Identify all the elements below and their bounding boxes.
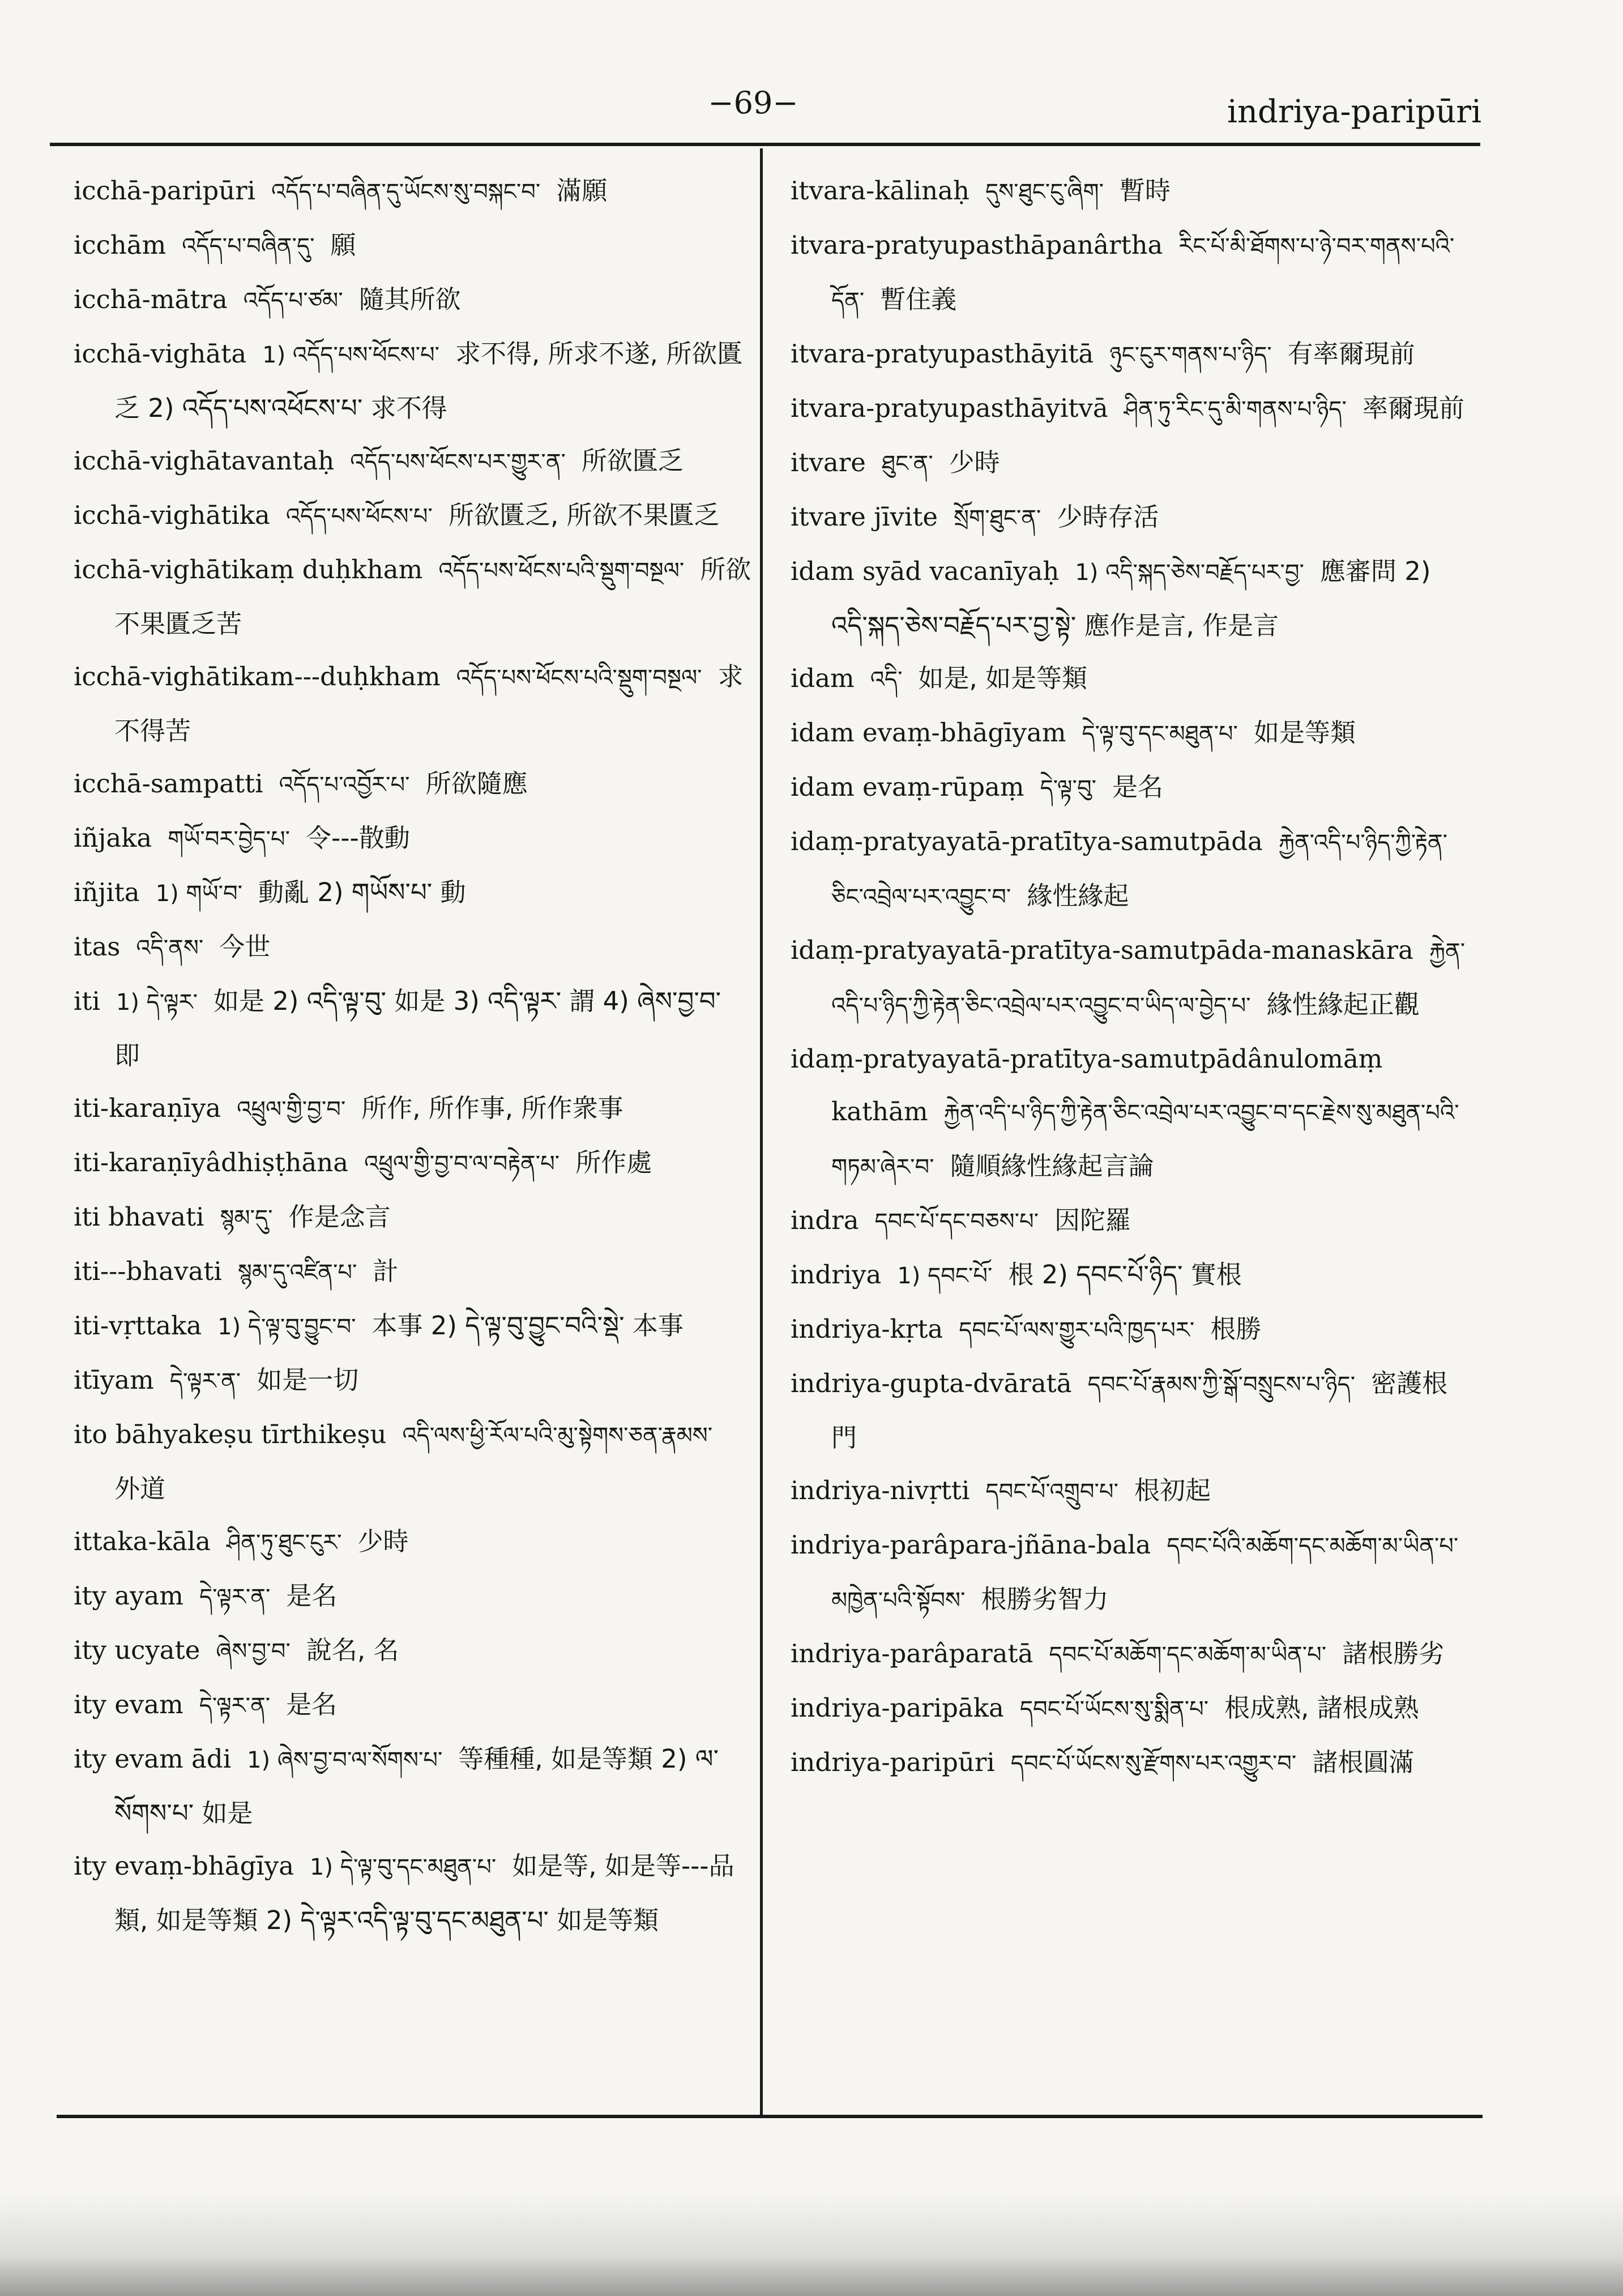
tibetan-equivalent: དེ་ལྟར་ན་ <box>169 1368 241 1394</box>
tibetan-equivalent: 1) གཡོ་བ་ <box>155 881 243 907</box>
headword: indriya-gupta-dvāratā <box>791 1368 1072 1398</box>
dictionary-entry <box>791 1194 1470 1248</box>
headword: iñjaka <box>74 823 152 853</box>
tibetan-equivalent: དེ་ལྟ་བུ་དང་མཐུན་པ་ <box>1082 721 1238 747</box>
tibetan-equivalent: དེ་ལྟ་བུ་ <box>1040 775 1097 801</box>
column-divider <box>760 148 763 2115</box>
tibetan-equivalent: དབང་པོ་ལས་གྱུར་པའི་ཁྱད་པར་ <box>959 1317 1195 1343</box>
chinese-equivalent: 所作, 所作事, 所作衆事 <box>361 1093 623 1123</box>
chinese-equivalent: 求不得, 所求不遂, 所欲匱乏 2) འདོད་པས་འཕོངས་པ་ 求不得 <box>114 339 743 423</box>
tibetan-equivalent: འདོད་པས་ཕོངས་པ་ <box>285 503 433 530</box>
chinese-equivalent: 是名 <box>286 1689 338 1719</box>
dictionary-entry <box>74 1082 753 1136</box>
chinese-equivalent: 應審問 2) འདི་སྐད་ཅེས་བརྗོད་པར་བྱ་སྟེ་ 應作是言, 作是言 <box>831 556 1431 641</box>
tibetan-equivalent: ཞེས་བྱ་བ་ <box>216 1638 291 1665</box>
headword: iti-karaṇīyâdhiṣṭhāna <box>74 1147 349 1177</box>
dictionary-entry <box>791 761 1470 815</box>
tibetan-equivalent: སྙམ་དུ་ <box>220 1205 273 1231</box>
dictionary-entry <box>74 1678 753 1732</box>
chinese-equivalent: 是名 <box>286 1581 338 1611</box>
dictionary-entry <box>74 543 753 650</box>
dictionary-entry <box>791 652 1470 706</box>
tibetan-equivalent: འདོད་པས་ཕོངས་པའི་སྡུག་བསྔལ་ <box>456 665 702 691</box>
chinese-equivalent: 如是 2) འདི་ལྟ་བུ་ 如是 3) འདི་ལྟར་ 謂 4) ཞེས་བྱ་བ་ 即 <box>114 986 721 1070</box>
tibetan-equivalent: འདོད་པ་འབྱོར་པ་ <box>279 772 410 798</box>
chinese-equivalent: 求不得苦 <box>114 662 744 746</box>
headword: idam syād vacanīyaḥ <box>791 556 1060 586</box>
scan-shadow <box>0 2194 1623 2296</box>
tibetan-equivalent: དབང་པོ་དང་བཅས་པ་ <box>874 1209 1039 1235</box>
chinese-equivalent: 緣性緣起 <box>1027 881 1129 911</box>
dictionary-entry <box>791 924 1470 1032</box>
headword: itvara-pratyupasthāyitvā <box>791 393 1108 423</box>
dictionary-entry <box>791 1032 1470 1194</box>
dictionary-entry <box>74 434 753 489</box>
chinese-equivalent: 如是等類 <box>1253 718 1356 748</box>
tibetan-equivalent: འདི་ནས་ <box>136 935 204 961</box>
tibetan-equivalent: དེ་ལྟར་ན་ <box>199 1584 271 1610</box>
dictionary-entry <box>791 1464 1470 1518</box>
chinese-equivalent: 動亂 2) གཡོས་པ་ 動 <box>258 877 466 907</box>
chinese-equivalent: 根成熟, 諸根成熟 <box>1224 1693 1419 1723</box>
headword: icchām <box>74 230 166 260</box>
chinese-equivalent: 如是一切 <box>257 1365 359 1395</box>
headword: icchā-sampatti <box>74 769 263 799</box>
chinese-equivalent: 所欲不果匱乏苦 <box>114 554 751 639</box>
headword: itvara-kālinaḥ <box>791 176 969 206</box>
tibetan-equivalent: རྐྱེན་འདི་པ་ཉིད་ཀྱི་རྟེན་ཅིང་འབྲེལ་པར་འབྱུང་བ་དང་རྗེས་སུ་མཐུན་པའི་གཏམ་ཞེར་བ་ <box>831 1100 1459 1180</box>
chinese-equivalent: 計 <box>373 1256 399 1286</box>
dictionary-entry <box>74 1245 753 1299</box>
chinese-equivalent: 如是等, 如是等---品類, 如是等類 2) དེ་ལྟར་འདི་ལྟ་བུ་དང་མཐུན་པ་ 如是等類 <box>114 1851 734 1935</box>
dictionary-entry <box>74 1408 753 1515</box>
chinese-equivalent: 因陀羅 <box>1054 1205 1131 1235</box>
dictionary-entry <box>74 1840 753 1947</box>
dictionary-entry <box>791 1627 1470 1682</box>
headword: indriya-paripūri <box>791 1747 995 1777</box>
headword: idam evaṃ-bhāgīyam <box>791 718 1066 748</box>
dictionary-entry <box>74 1190 753 1245</box>
dictionary-entry <box>74 1515 753 1569</box>
dictionary-entry <box>74 920 753 975</box>
top-rule <box>50 143 1480 146</box>
dictionary-entry <box>74 273 753 327</box>
chinese-equivalent: 隨其所欲 <box>358 284 461 314</box>
dictionary-entry <box>74 327 753 434</box>
tibetan-equivalent: དབང་པོ་རྣམས་ཀྱི་སྒོ་བསྲུངས་པ་ཉིད་ <box>1087 1372 1356 1398</box>
chinese-equivalent: 所欲隨應 <box>425 769 528 799</box>
dictionary-entry <box>791 1248 1470 1303</box>
headword: iti-vṛttaka <box>74 1311 202 1341</box>
headword: iti bhavati <box>74 1202 204 1232</box>
dictionary-entry <box>74 812 753 866</box>
tibetan-equivalent: འདོད་པས་ཕོངས་པར་གྱུར་ན་ <box>350 449 566 475</box>
dictionary-entry <box>74 866 753 920</box>
headword: indriya-kṛta <box>791 1314 943 1344</box>
chinese-equivalent: 少時存活 <box>1057 502 1159 532</box>
dictionary-entry <box>74 1624 753 1678</box>
dictionary-entry <box>791 545 1470 652</box>
tibetan-equivalent: 1) འདི་སྐད་ཅེས་བརྗོད་པར་བྱ་ <box>1075 560 1304 586</box>
headword: idaṃ-pratyayatā-pratītya-samutpāda-manaskāra <box>791 935 1413 965</box>
dictionary-entry <box>74 1354 753 1408</box>
headword: itvara-pratyupasthāpanârtha <box>791 230 1163 260</box>
headword: icchā-vighātikam---duḥkham <box>74 662 441 692</box>
dictionary-entry <box>791 382 1470 436</box>
headword: ity evaṃ-bhāgīya <box>74 1851 294 1881</box>
headword: indra <box>791 1205 859 1235</box>
headword: itvare jīvite <box>791 502 938 532</box>
chinese-equivalent: 率爾現前 <box>1362 393 1464 423</box>
dictionary-entry <box>791 1357 1470 1464</box>
headword: icchā-vighātavantaḥ <box>74 446 335 476</box>
dictionary-entry <box>791 327 1470 382</box>
tibetan-equivalent: 1) ཞེས་བྱ་བ་ལ་སོགས་པ་ <box>247 1747 443 1773</box>
chinese-equivalent: 本事 2) དེ་ལྟ་བུ་བྱུང་བའི་སྡེ་ 本事 <box>371 1311 684 1341</box>
tibetan-equivalent: འཕྲུལ་གྱི་བྱ་བ་ལ་བརྟེན་པ་ <box>364 1151 560 1177</box>
headword: icchā-vighātika <box>74 500 270 530</box>
tibetan-equivalent: འདོད་པ་ཙམ་ <box>243 288 343 314</box>
chinese-equivalent: 諸根勝劣 <box>1342 1638 1445 1668</box>
dictionary-entry <box>74 219 753 273</box>
headword: ittaka-kāla <box>74 1526 211 1556</box>
tibetan-equivalent: དབང་པོའི་མཆོག་དང་མཆོག་མ་ཡིན་པ་མཁྱེན་པའི་སྟོབས་ <box>831 1533 1459 1614</box>
chinese-equivalent: 令---散動 <box>306 823 410 853</box>
tibetan-equivalent: 1) དེ་ལྟ་བུ་དང་མཐུན་པ་ <box>310 1854 497 1880</box>
headword: itvara-pratyupasthāyitā <box>791 339 1094 369</box>
tibetan-equivalent: འཕྲུལ་གྱི་བྱ་བ་ <box>237 1096 346 1123</box>
right-column <box>791 164 1470 1790</box>
chinese-equivalent: 緣性緣起正觀 <box>1266 989 1420 1019</box>
tibetan-equivalent: དབང་པོ་མཆོག་དང་མཆོག་མ་ཡིན་པ་ <box>1049 1642 1327 1668</box>
tibetan-equivalent: སྲོག་ཐུང་ན་ <box>954 505 1041 531</box>
tibetan-equivalent: རྐྱེན་འདི་པ་ཉིད་ཀྱི་རྟེན་ཅིང་འབྲེལ་པར་འབྱུང་བ་ <box>831 830 1448 910</box>
chinese-equivalent: 所欲匱乏 <box>581 446 684 476</box>
dictionary-entry <box>74 975 753 1082</box>
dictionary-entry <box>791 164 1470 219</box>
chinese-equivalent: 滿願 <box>556 176 608 206</box>
dictionary-entry <box>74 489 753 543</box>
chinese-equivalent: 根勝劣智力 <box>981 1584 1109 1614</box>
dictionary-entry <box>791 815 1470 924</box>
headword: icchā-mātra <box>74 284 228 314</box>
headword: indriya <box>791 1260 882 1290</box>
headword: idam <box>791 663 855 693</box>
chinese-equivalent: 根勝 <box>1210 1314 1262 1344</box>
headword: iti <box>74 986 100 1016</box>
dictionary-entry <box>74 1136 753 1190</box>
headword: ity ayam <box>74 1581 183 1611</box>
chinese-equivalent: 諸根圓滿 <box>1312 1747 1415 1777</box>
chinese-equivalent: 說名, 名 <box>306 1635 399 1665</box>
tibetan-equivalent: ཤིན་ཏུ་རིང་དུ་མི་གནས་པ་ཉིད་ <box>1124 396 1347 423</box>
dictionary-entry <box>74 1299 753 1354</box>
headword: icchā-vighāta <box>74 339 247 369</box>
tibetan-equivalent: འདོད་པ་བཞིན་དུ་ཡོངས་སུ་བསྐང་བ་ <box>271 179 541 205</box>
page-number: −69− <box>708 85 798 121</box>
tibetan-equivalent: གཡོ་བར་བྱེད་པ་ <box>168 826 291 852</box>
chinese-equivalent: 等種種, 如是等類 2) ལ་སོགས་པ་ 如是 <box>114 1744 719 1828</box>
chinese-equivalent: 暫時 <box>1120 176 1171 206</box>
headword: iti-karaṇīya <box>74 1093 221 1123</box>
tibetan-equivalent: འདི་ལས་ཕྱི་རོལ་པའི་མུ་སྟེགས་ཅན་རྣམས་ <box>402 1423 713 1449</box>
tibetan-equivalent: སྙམ་དུ་འཛིན་པ་ <box>237 1260 357 1286</box>
chinese-equivalent: 今世 <box>219 932 271 962</box>
tibetan-equivalent: དུས་ཐུང་ངུ་ཞིག་ <box>985 179 1104 205</box>
headword: iñjita <box>74 877 140 907</box>
chinese-equivalent: 隨順緣性緣起言論 <box>950 1151 1154 1181</box>
tibetan-equivalent: དེ་ལྟར་ན་ <box>199 1693 271 1719</box>
dictionary-entry <box>791 706 1470 761</box>
headword: ity evam ādi <box>74 1744 232 1774</box>
dictionary-entry <box>791 1736 1470 1790</box>
headword: ito bāhyakeṣu tīrthikeṣu <box>74 1419 387 1449</box>
tibetan-equivalent: ཐུང་ན་ <box>881 451 933 477</box>
tibetan-equivalent: རྐྱེན་འདི་པ་ཉིད་ཀྱི་རྟེན་ཅིང་འབྲེལ་པར་འབྱུང་བ་ཡིད་ལ་བྱེད་པ་ <box>831 938 1466 1019</box>
headword: itīyam <box>74 1365 154 1395</box>
running-head: indriya-paripūri <box>1227 93 1481 130</box>
headword: indriya-nivṛtti <box>791 1475 970 1505</box>
chinese-equivalent: 是名 <box>1112 772 1164 802</box>
headword: idaṃ-pratyayatā-pratītya-samutpādânulomāṃ kathām <box>791 1044 1383 1126</box>
bottom-rule <box>57 2115 1483 2118</box>
headword: icchā-vighātikaṃ duḥkham <box>74 554 423 584</box>
left-column <box>74 164 753 1947</box>
chinese-equivalent: 如是, 如是等類 <box>918 663 1088 693</box>
headword: indriya-paripāka <box>791 1693 1004 1723</box>
tibetan-equivalent: 1) དབང་པོ་ <box>897 1263 993 1289</box>
chinese-equivalent: 作是念言 <box>288 1202 391 1232</box>
dictionary-entry <box>791 1682 1470 1736</box>
tibetan-equivalent: རིང་པོ་མི་ཐོགས་པ་ཉེ་བར་གནས་པའི་དོན་ <box>831 233 1455 314</box>
tibetan-equivalent: 1) དེ་ལྟ་བུ་བྱུང་བ་ <box>217 1314 356 1340</box>
headword: idam evaṃ-rūpaṃ <box>791 772 1024 802</box>
dictionary-entry <box>74 650 753 757</box>
headword: indriya-parâparatā <box>791 1638 1033 1668</box>
dictionary-entry <box>791 1518 1470 1627</box>
dictionary-entry <box>791 219 1470 327</box>
chinese-equivalent: 少時 <box>357 1526 409 1556</box>
headword: iti---bhavati <box>74 1256 222 1286</box>
chinese-equivalent: 有率爾現前 <box>1287 339 1415 369</box>
headword: icchā-paripūri <box>74 176 256 206</box>
headword: itas <box>74 932 121 962</box>
chinese-equivalent: 根 2) དབང་པོ་ཉིད་ 實根 <box>1008 1260 1242 1290</box>
chinese-equivalent: 密護根門 <box>831 1368 1448 1453</box>
tibetan-equivalent: འདོད་པ་བཞིན་དུ་ <box>182 233 315 259</box>
tibetan-equivalent: འདོད་པས་ཕོངས་པའི་སྡུག་བསྔལ་ <box>438 558 685 584</box>
tibetan-equivalent: 1) དེ་ལྟར་ <box>116 989 198 1015</box>
tibetan-equivalent: དབང་པོ་འགྲུབ་པ་ <box>985 1479 1118 1505</box>
tibetan-equivalent: 1) འདོད་པས་ཕོངས་པ་ <box>262 342 440 368</box>
chinese-equivalent: 少時 <box>949 447 1000 477</box>
chinese-equivalent: 外道 <box>114 1474 166 1504</box>
headword: itvare <box>791 447 866 477</box>
chinese-equivalent: 所作處 <box>575 1147 652 1177</box>
headword: ity evam <box>74 1689 183 1719</box>
chinese-equivalent: 所欲匱乏, 所欲不果匱乏 <box>448 500 720 530</box>
tibetan-equivalent: འདི་ <box>870 667 903 693</box>
dictionary-entry <box>74 1569 753 1624</box>
headword: idaṃ-pratyayatā-pratītya-samutpāda <box>791 826 1263 856</box>
chinese-equivalent: 根初起 <box>1134 1475 1211 1505</box>
dictionary-entry <box>791 1303 1470 1357</box>
chinese-equivalent: 暫住義 <box>880 284 957 314</box>
dictionary-entry <box>791 490 1470 545</box>
tibetan-equivalent: ཉུང་ངུར་གནས་པ་ཉིད་ <box>1109 342 1272 368</box>
dictionary-entry <box>791 436 1470 490</box>
dictionary-entry <box>74 164 753 219</box>
tibetan-equivalent: དབང་པོ་ཡོངས་སུ་སྨིན་པ་ <box>1019 1696 1209 1722</box>
tibetan-equivalent: དབང་པོ་ཡོངས་སུ་རྫོགས་པར་འགྱུར་བ་ <box>1010 1751 1297 1777</box>
dictionary-entry <box>74 1732 753 1840</box>
tibetan-equivalent: ཤིན་ཏུ་ཐུང་ངུར་ <box>227 1530 342 1556</box>
headword: ity ucyate <box>74 1635 200 1665</box>
headword: indriya-parâpara-jñāna-bala <box>791 1530 1151 1560</box>
chinese-equivalent: 願 <box>330 230 356 260</box>
dictionary-entry <box>74 757 753 812</box>
